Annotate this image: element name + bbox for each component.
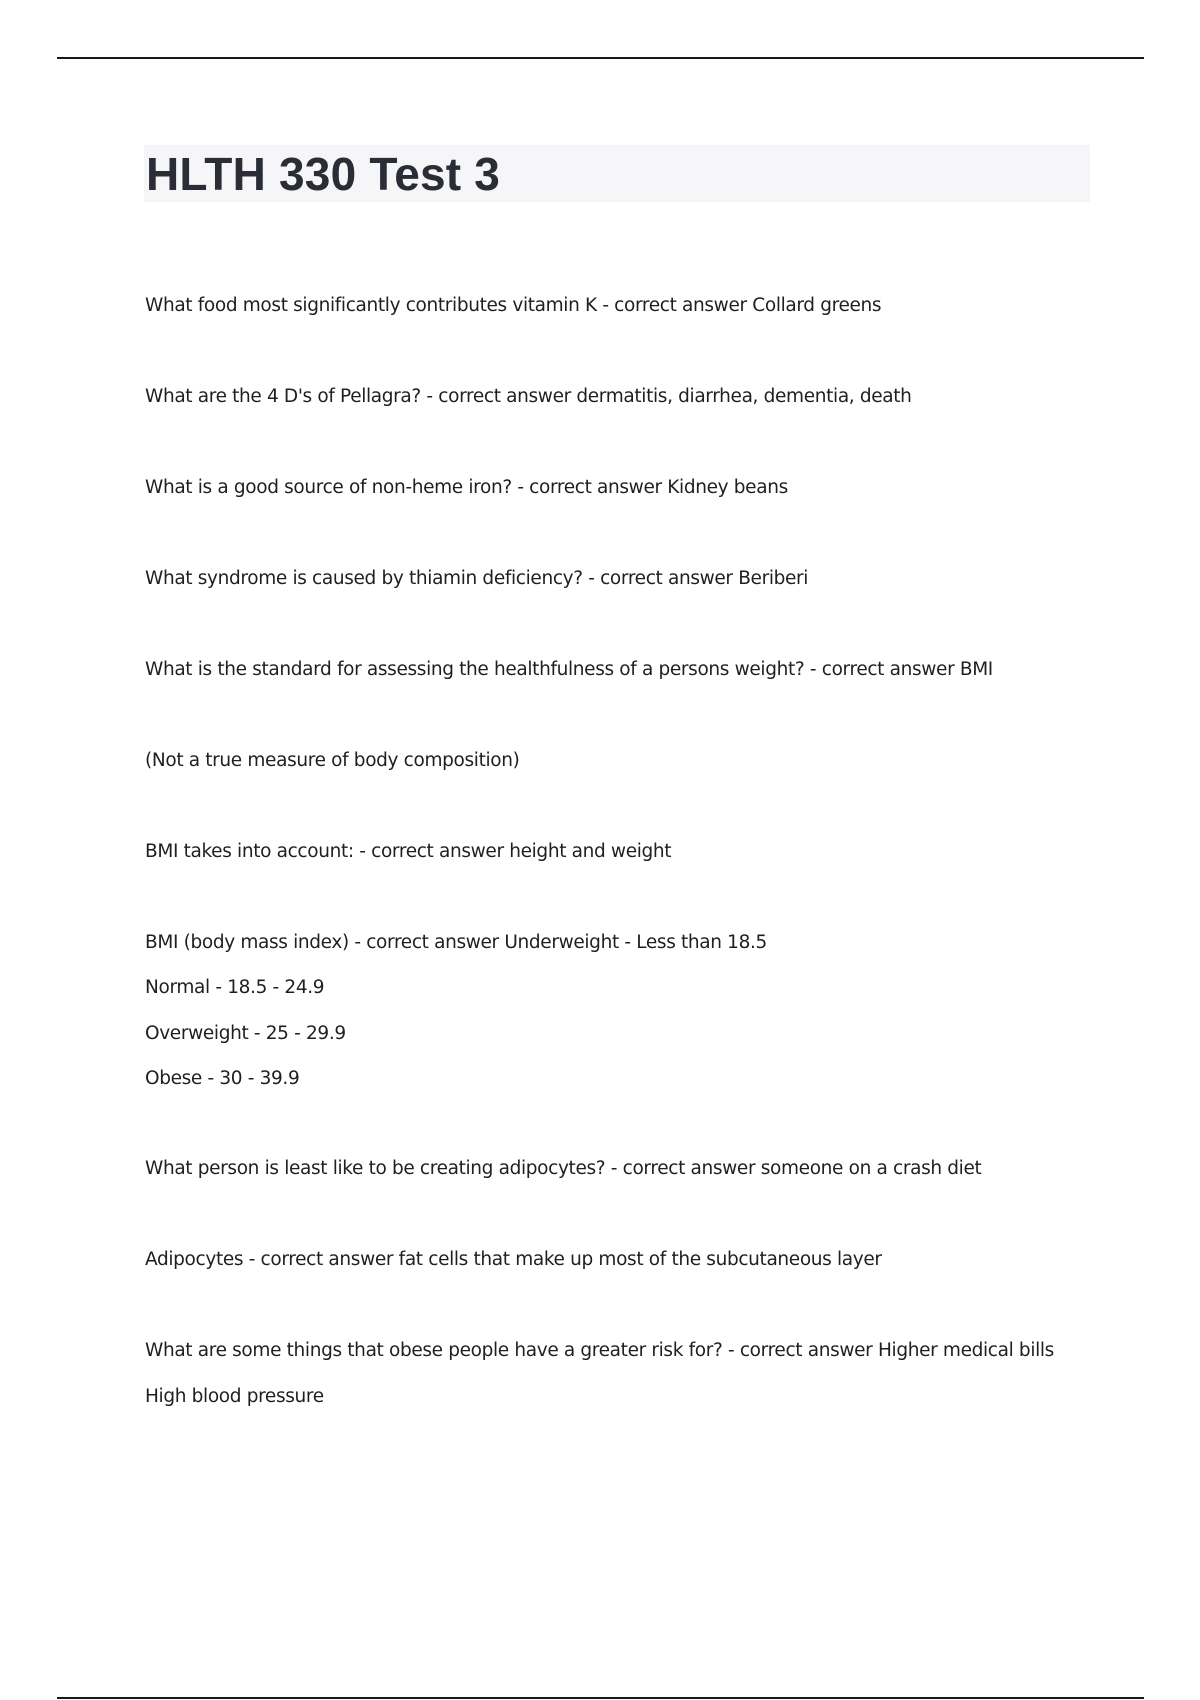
top-rule bbox=[57, 57, 1144, 59]
qa-line: Adipocytes - correct answer fat cells that make up most of the subcutaneous layer bbox=[145, 1249, 882, 1270]
qa-line: What food most significantly contributes vitamin K - correct answer Collard greens bbox=[145, 295, 882, 316]
qa-line: What person is least like to be creating adipocytes? - correct answer someone on a crash diet bbox=[145, 1158, 982, 1179]
qa-line: High blood pressure bbox=[145, 1386, 324, 1407]
qa-line: What are some things that obese people have a greater risk for? - correct answer Higher medical bills bbox=[145, 1340, 1054, 1361]
qa-line: BMI (body mass index) - correct answer Underweight - Less than 18.5 bbox=[145, 932, 767, 953]
qa-line: What is a good source of non-heme iron? - correct answer Kidney beans bbox=[145, 477, 788, 498]
qa-line: Normal - 18.5 - 24.9 bbox=[145, 977, 325, 998]
qa-line: What is the standard for assessing the healthfulness of a persons weight? - correct answer BMI bbox=[145, 659, 993, 680]
qa-line: BMI takes into account: - correct answer height and weight bbox=[145, 841, 672, 862]
bottom-rule bbox=[57, 1697, 1144, 1699]
qa-line: (Not a true measure of body composition) bbox=[145, 750, 520, 771]
qa-line: Obese - 30 - 39.9 bbox=[145, 1068, 300, 1089]
qa-line: What are the 4 D's of Pellagra? - correct answer dermatitis, diarrhea, dementia, death bbox=[145, 386, 912, 407]
page-title: HLTH 330 Test 3 bbox=[146, 148, 501, 200]
qa-line: What syndrome is caused by thiamin deficiency? - correct answer Beriberi bbox=[145, 568, 809, 589]
qa-line: Overweight - 25 - 29.9 bbox=[145, 1023, 346, 1044]
